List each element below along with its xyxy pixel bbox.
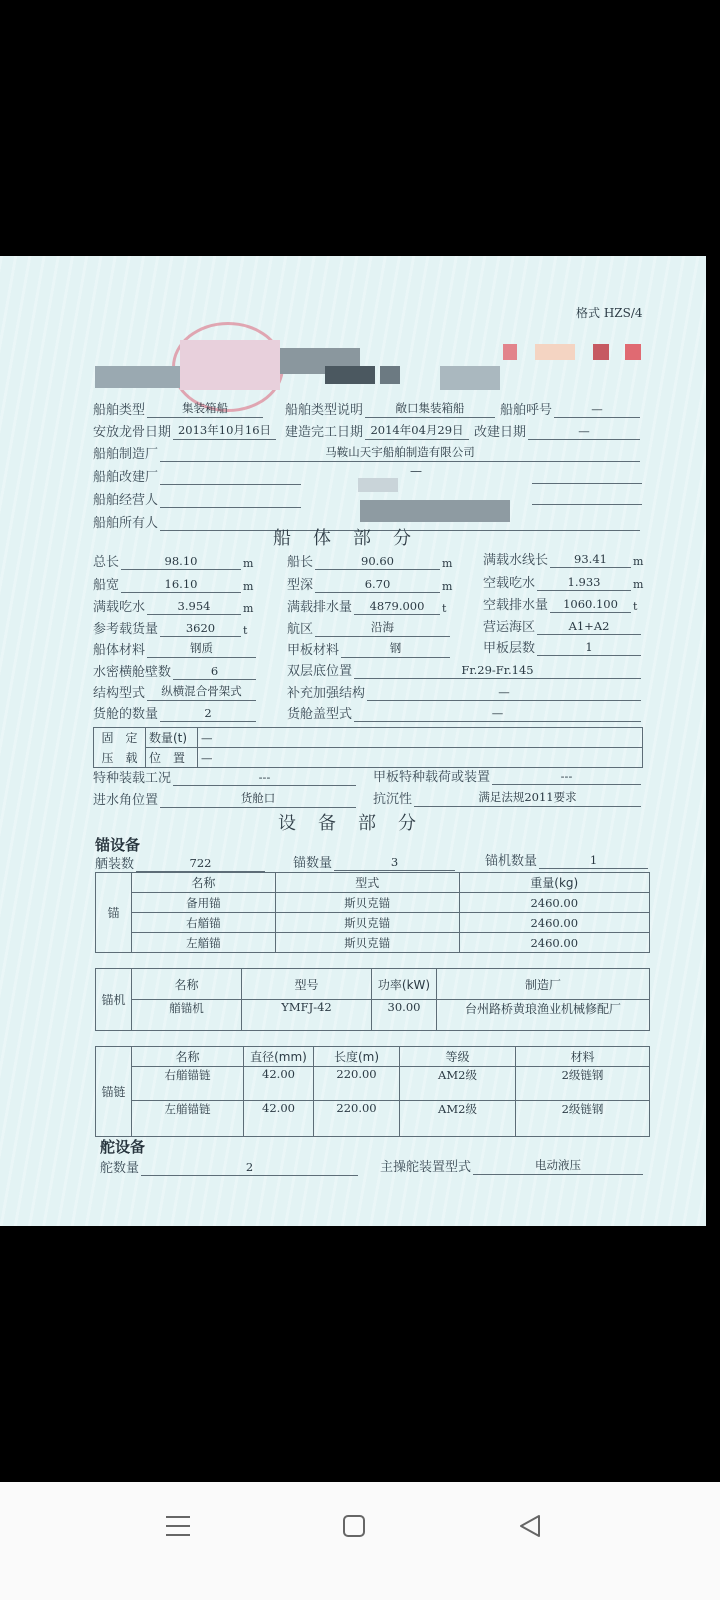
label: 水密横舱壁数 xyxy=(93,665,172,680)
cell: 2级链钢 xyxy=(516,1101,650,1137)
cell: 左艏锚 xyxy=(132,933,276,953)
value xyxy=(160,492,301,508)
decks-field xyxy=(483,636,643,656)
structure-field xyxy=(93,681,258,701)
qty-label: 数量(t) xyxy=(146,728,198,748)
cell: 右艏锚链 xyxy=(132,1067,244,1101)
rudder-count-field xyxy=(100,1156,360,1176)
label: 双层底位置 xyxy=(287,664,353,679)
col-header: 名称 xyxy=(132,873,276,893)
cargo-field xyxy=(93,617,253,637)
loa-field xyxy=(93,550,253,570)
ballast-label: 压 载 xyxy=(94,748,146,768)
cell: 备用锚 xyxy=(132,893,276,913)
label: 甲板材料 xyxy=(287,643,340,658)
value: 敞口集装箱船 xyxy=(365,400,495,418)
label: 船舶制造厂 xyxy=(93,447,159,462)
pos-value: — xyxy=(198,748,643,768)
hatch-field xyxy=(287,702,643,722)
menu-icon xyxy=(165,1514,191,1538)
cell: 220.00 xyxy=(314,1067,400,1101)
col-header: 重量(kg) xyxy=(459,873,649,893)
label: 船宽 xyxy=(93,578,120,593)
chain-table xyxy=(95,1046,650,1137)
label: 船舶类型 xyxy=(93,403,146,418)
label: 船舶改建厂 xyxy=(93,470,159,485)
col-header: 名称 xyxy=(132,1047,244,1067)
value: 3 xyxy=(334,855,455,871)
label: 舾装数 xyxy=(95,857,135,872)
breadth-field xyxy=(93,573,253,593)
label: 船舶呼号 xyxy=(500,403,553,418)
back-button[interactable] xyxy=(518,1514,542,1538)
label: 结构型式 xyxy=(93,686,146,701)
ship-type-desc-field xyxy=(285,398,497,418)
cell: 右艏锚 xyxy=(132,913,276,933)
label: 总长 xyxy=(93,555,120,570)
unit: m xyxy=(633,555,644,568)
label: 锚数量 xyxy=(293,856,333,871)
label: 船舶经营人 xyxy=(93,493,159,508)
equipment-section-title: 设备部分 xyxy=(278,813,438,834)
deck-material-field xyxy=(287,638,452,658)
cell: 42.00 xyxy=(244,1101,314,1137)
cell: 艏锚机 xyxy=(132,1000,242,1031)
value: 集装箱船 xyxy=(147,400,263,418)
col-header: 制造厂 xyxy=(437,969,650,1000)
value: 电动液压 xyxy=(473,1157,643,1175)
value: 2 xyxy=(160,706,256,722)
rebuilder-value: — xyxy=(410,464,422,478)
value: 3.954 xyxy=(147,599,241,615)
table-row xyxy=(96,1067,650,1101)
depth-field xyxy=(287,573,452,593)
label: 营运海区 xyxy=(483,620,536,635)
label: 安放龙骨日期 xyxy=(93,425,172,440)
value: 722 xyxy=(136,856,265,872)
builder-field xyxy=(93,442,642,462)
cell: 台州路桥黄琅渔业机械修配厂 xyxy=(437,1000,650,1031)
label: 航区 xyxy=(287,622,314,637)
value: 满足法规2011要求 xyxy=(414,789,641,807)
col-header: 材料 xyxy=(516,1047,650,1067)
value: 2014年04月29日 xyxy=(365,422,469,440)
cell: 斯贝克锚 xyxy=(275,893,459,913)
light-draft-field xyxy=(483,571,643,591)
label: 参考载货量 xyxy=(93,622,159,637)
label: 船长 xyxy=(287,555,314,570)
value: 钢质 xyxy=(147,640,256,658)
home-icon xyxy=(342,1514,366,1538)
unit: m xyxy=(633,578,644,591)
rudder-equipment-heading: 舵设备 xyxy=(100,1138,146,1156)
value: --- xyxy=(492,769,641,785)
value: 4879.000 xyxy=(354,599,440,615)
value: 钢 xyxy=(341,640,450,658)
qty-value: — xyxy=(198,728,643,748)
unit: m xyxy=(243,557,254,570)
table-row xyxy=(96,893,650,913)
double-bottom-field xyxy=(287,659,643,679)
sea-area-field xyxy=(483,615,643,635)
label: 空载吃水 xyxy=(483,576,536,591)
value: 98.10 xyxy=(121,554,241,570)
bulkheads-field xyxy=(93,660,258,680)
label: 甲板层数 xyxy=(483,641,536,656)
special-load-field xyxy=(93,766,358,786)
value: 马鞍山天宇船舶制造有限公司 xyxy=(160,444,640,462)
holds-field xyxy=(93,702,258,722)
anchor-table xyxy=(95,872,650,953)
rebuild-date-field xyxy=(474,420,642,440)
value: 6 xyxy=(173,664,256,680)
table-row xyxy=(96,933,650,953)
value: 3620 xyxy=(160,621,241,637)
label: 船体材料 xyxy=(93,643,146,658)
pos-label: 位 置 xyxy=(146,748,198,768)
windlass-count-field xyxy=(485,849,650,869)
ship-type-field xyxy=(93,398,265,418)
label: 型深 xyxy=(287,578,314,593)
damage-stability-field xyxy=(373,787,643,807)
unit: t xyxy=(243,624,248,637)
back-icon xyxy=(518,1514,542,1538)
col-header: 功率(kW) xyxy=(372,969,437,1000)
windlass-table xyxy=(95,968,650,1031)
cell: 30.00 xyxy=(372,1000,437,1031)
table-row xyxy=(96,1000,650,1031)
label: 满载吃水 xyxy=(93,600,146,615)
cell: AM2级 xyxy=(400,1101,516,1137)
cell: 42.00 xyxy=(244,1067,314,1101)
value: 沿海 xyxy=(315,619,450,637)
col-header: 长度(m) xyxy=(314,1047,400,1067)
value: 1060.100 xyxy=(550,597,631,613)
full-draft-field xyxy=(93,595,253,615)
call-sign-field xyxy=(500,398,642,418)
rebuilder-field xyxy=(93,465,303,485)
col-header: 等级 xyxy=(400,1047,516,1067)
cell: YMFJ-42 xyxy=(242,1000,372,1031)
label: 补充加强结构 xyxy=(287,686,366,701)
value: 93.41 xyxy=(550,552,631,568)
cell: 220.00 xyxy=(314,1101,400,1137)
steering-gear-field xyxy=(380,1155,645,1175)
anchor-count-field xyxy=(293,851,457,871)
label: 船舶所有人 xyxy=(93,516,159,531)
ballast-table xyxy=(93,727,643,768)
unit: m xyxy=(243,580,254,593)
value: A1+A2 xyxy=(537,619,641,635)
light-disp-field xyxy=(483,593,643,613)
ballast-label: 固 定 xyxy=(94,728,146,748)
value: 1 xyxy=(539,853,648,869)
label: 货舱盖型式 xyxy=(287,707,353,722)
group-label: 锚机 xyxy=(96,969,132,1031)
label: 舵数量 xyxy=(100,1161,140,1176)
rule-line xyxy=(532,483,642,484)
col-header: 型式 xyxy=(275,873,459,893)
value: — xyxy=(367,685,641,701)
label: 进水角位置 xyxy=(93,793,159,808)
home-button[interactable] xyxy=(342,1514,366,1538)
cell: 2460.00 xyxy=(459,893,649,913)
value xyxy=(160,469,301,485)
value: --- xyxy=(173,770,356,786)
unit: m xyxy=(442,580,453,593)
label: 改建日期 xyxy=(474,425,527,440)
label: 甲板特种载荷或装置 xyxy=(373,770,491,785)
unit: t xyxy=(633,600,638,613)
reinforce-field xyxy=(287,681,643,701)
value: 90.60 xyxy=(315,554,440,570)
label: 主操舵装置型式 xyxy=(380,1160,472,1175)
nav-area-field xyxy=(287,617,452,637)
value: — xyxy=(528,424,640,440)
anchor-equipment-heading: 锚设备 xyxy=(95,836,141,854)
hull-material-field xyxy=(93,638,258,658)
value: 6.70 xyxy=(315,577,440,593)
lwl-field xyxy=(483,548,643,568)
table-row xyxy=(96,1101,650,1137)
cell: AM2级 xyxy=(400,1067,516,1101)
operator-field xyxy=(93,488,303,508)
value: 1.933 xyxy=(537,575,631,591)
cell: 左艏锚链 xyxy=(132,1101,244,1137)
deck-special-field xyxy=(373,765,643,785)
value: 纵横混合骨架式 xyxy=(147,683,256,701)
table-row xyxy=(96,913,650,933)
label: 抗沉性 xyxy=(373,792,413,807)
flood-angle-field xyxy=(93,788,358,808)
label: 空载排水量 xyxy=(483,598,549,613)
format-code: 格式 HZS/4 xyxy=(576,306,643,320)
completion-date-field xyxy=(285,420,471,440)
group-label: 锚 xyxy=(96,873,132,953)
length-field xyxy=(287,550,452,570)
unit: t xyxy=(442,602,447,615)
unit: m xyxy=(442,557,453,570)
col-header: 型号 xyxy=(242,969,372,1000)
hull-section-title: 船体部分 xyxy=(273,528,433,549)
col-header: 直径(mm) xyxy=(244,1047,314,1067)
label: 锚机数量 xyxy=(485,854,538,869)
label: 满载排水量 xyxy=(287,600,353,615)
value: — xyxy=(354,706,641,722)
rule-line xyxy=(532,504,642,505)
label: 货舱的数量 xyxy=(93,707,159,722)
cell: 2级链钢 xyxy=(516,1067,650,1101)
unit: m xyxy=(243,602,254,615)
value: 16.10 xyxy=(121,577,241,593)
cell: 2460.00 xyxy=(459,933,649,953)
value: Fr.29-Fr.145 xyxy=(354,663,641,679)
value: 2013年10月16日 xyxy=(173,422,276,440)
label: 建造完工日期 xyxy=(285,425,364,440)
value: — xyxy=(554,402,640,418)
cell: 斯贝克锚 xyxy=(275,913,459,933)
menu-button[interactable] xyxy=(165,1514,191,1538)
value: 2 xyxy=(141,1160,358,1176)
outfit-number-field xyxy=(95,852,267,872)
value: 货舱口 xyxy=(160,790,356,808)
navigation-bar xyxy=(0,1482,720,1600)
col-header: 名称 xyxy=(132,969,242,1000)
label: 特种装载工况 xyxy=(93,771,172,786)
label: 船舶类型说明 xyxy=(285,403,364,418)
cell: 2460.00 xyxy=(459,913,649,933)
cell: 斯贝克锚 xyxy=(275,933,459,953)
full-disp-field xyxy=(287,595,452,615)
keel-date-field xyxy=(93,420,278,440)
value: 1 xyxy=(537,640,641,656)
group-label: 锚链 xyxy=(96,1047,132,1137)
label: 满载水线长 xyxy=(483,553,549,568)
